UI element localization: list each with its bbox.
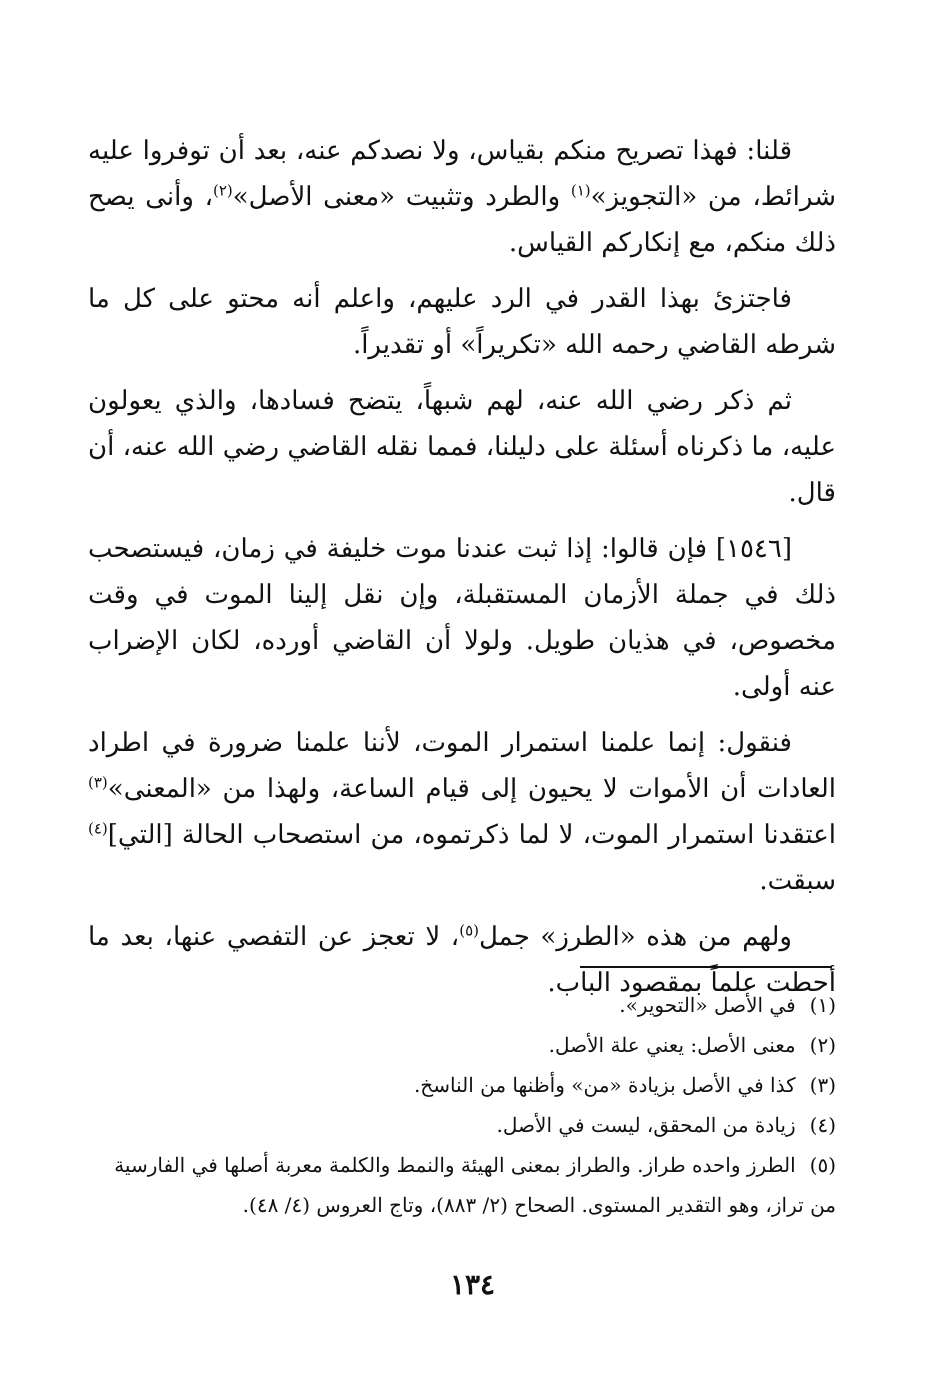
- footnote-number: (١): [809, 993, 836, 1017]
- footnote-1: [88, 985, 836, 1025]
- footnote-ref-1: (١): [570, 181, 591, 200]
- footnote-number: (٢): [809, 1033, 836, 1057]
- footnote-3: [88, 1065, 836, 1105]
- footnote-text: الطرز واحده طراز. والطراز بمعنى الهيئة والنمط والكلمة معربة أصلها في الفارسية من تراز، وهو التقدير المستوى. الصحاح (٢/ ٨٨٣)، وتاج العروس (٤/ ٤٨).: [114, 1153, 836, 1217]
- footnote-ref-5: (٥): [459, 921, 479, 940]
- main-text: [88, 128, 836, 1016]
- paragraph-3: ثم ذكر رضي الله عنه، لهم شبهاً، يتضح فسادها، والذي يعولون عليه، ما ذكرناه أسئلة على دليلنا، فمما نقله القاضي رضي الله عنه، أن قال.: [88, 386, 836, 508]
- footnote-number: (٥): [809, 1153, 836, 1177]
- footnote-number: (٤): [809, 1113, 836, 1137]
- paragraph-4: [١٥٤٦] فإن قالوا: إذا ثبت عندنا موت خليفة في زمان، فيستصحب ذلك في جملة الأزمان المستقبلة، وإن نقل إلينا الموت في وقت مخصوص، في هذيان طويل. ولولا أن القاضي أورده، لكان الإضراب عنه أولى.: [88, 534, 837, 702]
- footnote-text: معنى الأصل: يعني علة الأصل.: [548, 1033, 796, 1057]
- footnote-text: في الأصل «التحوير».: [619, 993, 796, 1017]
- paragraph-1-text-a: قلنا: فهذا تصريح منكم بقياس، ولا نصدكم عنه، بعد أن توفروا عليه شرائط، من «التجويز»: [88, 136, 836, 212]
- paragraph-5-text-b: اعتقدنا استمرار الموت، لا لما ذكرتموه، من استصحاب الحالة [التي]: [107, 820, 836, 850]
- footnote-text: زيادة من المحقق، ليست في الأصل.: [496, 1113, 796, 1137]
- footnote-ref-2: (٢): [212, 181, 233, 200]
- paragraph-6-text-a: ولهم من هذه «الطرز» جمل: [478, 922, 792, 952]
- footnotes: [88, 985, 836, 1225]
- footnote-ref-3: (٣): [88, 773, 108, 792]
- paragraph-1: [88, 128, 836, 266]
- footnote-4: [88, 1105, 836, 1145]
- footnote-divider: [580, 966, 832, 968]
- paragraph-6-text-b: ، لا تعجز عن التفصي عنها، بعد ما أحطت علماً بمقصود الباب.: [88, 922, 836, 998]
- footnote-ref-4: (٤): [88, 819, 108, 838]
- paragraph-5-text-c: سبقت.: [759, 866, 836, 896]
- footnote-number: (٣): [809, 1073, 836, 1097]
- footnote-2: [88, 1025, 836, 1065]
- paragraph-1-text-b: والطرد وتثبيت «معنى الأصل»: [232, 182, 571, 212]
- footnote-5: [88, 1145, 836, 1225]
- page-number: ١٣٤: [449, 1268, 496, 1301]
- paragraph-1-text-c: ، وأنى يصح ذلك منكم، مع إنكاركم القياس.: [88, 182, 836, 258]
- paragraph-2: فاجتزئ بهذا القدر في الرد عليهم، واعلم أنه محتو على كل ما شرطه القاضي رحمه الله «تكريراً» أو تقديراً.: [88, 284, 836, 360]
- footnote-text: كذا في الأصل بزيادة «من» وأظنها من الناسخ.: [413, 1073, 796, 1097]
- paragraph-5: [88, 720, 836, 904]
- paragraph-5-text-a: فنقول: إنما علمنا استمرار الموت، لأننا علمنا ضرورة في اطراد العادات أن الأموات لا يحيون إلى قيام الساعة، ولهذا من «المعنى»: [88, 728, 836, 804]
